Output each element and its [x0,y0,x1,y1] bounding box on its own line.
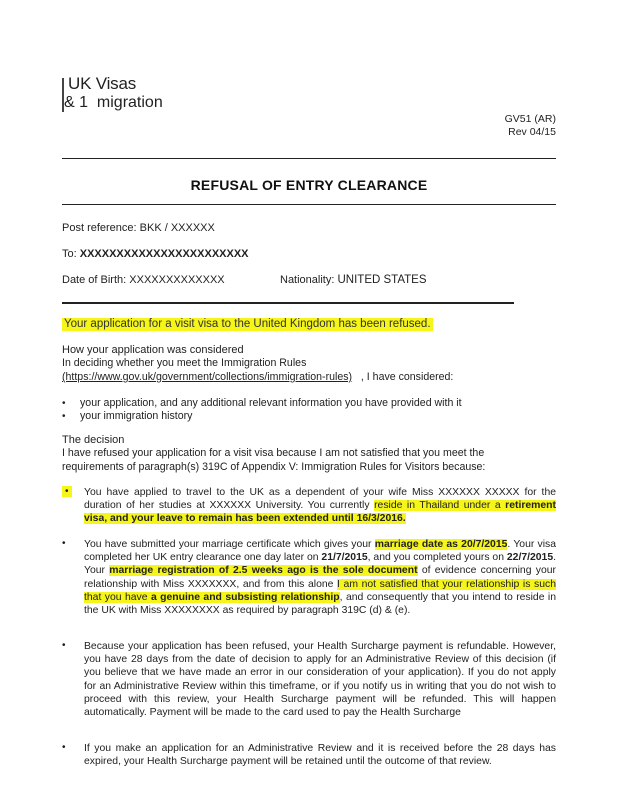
title-rule [62,204,556,205]
top-rule [62,158,556,159]
dob-value: XXXXXXXXXXXXX [129,274,225,286]
bullet-icon: • [62,411,66,423]
reason-2 [62,538,556,617]
to-label: To: [62,248,77,260]
reason-1-text: You have applied to travel to the UK as a dependent of your wife Miss XXXXXX XXXXX for the duration of her studies at XXXXXX University. You currently reside in Thailand under a retirement visa, and your leave to remain has been extended until 16/3/2016. [84,487,556,525]
decision-heading: The decision [62,434,125,446]
list-item: • your immigration history [62,410,193,423]
bullet-icon: • [62,398,66,409]
reason-2-text: You have submitted your marriage certificate which gives your marriage date as 20/7/2015. Your visa completed her UK entry clearance one day later on 21/7/2015, and you completed yours on 22/7/2015. Your marriage registration of 2.5 weeks ago is the sole document of evidence concerning your relationship with Miss XXXXXXX, and from this alone I am not satisfied that your relationship is such that you have a genuine and subsisting relationship, and consequently that you intend to reside in the UK with Miss XXXXXXXX as required by paragraph 319C (d) & (e). [84,539,557,617]
bullet-icon: • [62,486,72,497]
post-reference-label: Post reference: [62,222,137,234]
decision-line-2: requirements of paragraph(s) 319C of Appendix V: Immigration Rules for Visitors because: [62,460,486,473]
form-revision: Rev 04/15 [508,126,556,138]
reason-3 [62,640,556,719]
form-reference [470,113,556,139]
consideration-heading: How your application was considered [62,344,244,356]
post-reference [62,222,215,234]
nationality-value: UNITED STATES [337,274,427,286]
bullet-icon: • [62,742,66,753]
bullet-icon: • [62,538,66,549]
page-title: REFUSAL OF ENTRY CLEARANCE [190,177,428,193]
dob-label: Date of Birth: [62,274,127,286]
to-value: XXXXXXXXXXXXXXXXXXXXXXX [79,248,249,260]
consideration-section [62,344,556,384]
nationality-label: Nationality: [280,274,335,286]
nationality [280,274,427,286]
reason-4 [62,742,556,768]
refusal-notice: Your application for a visit visa to the United Kingdom has been refused. [64,318,431,330]
reason-4-text: If you make an application for an Administrative Review and it is received before the 28 days has expired, your Health Surcharge payment will be retained until the outcome of that review. [84,743,556,768]
consideration-list [62,397,556,424]
date-of-birth [62,274,225,286]
immigration-rules-link[interactable]: (https://www.gov.uk/government/collections/immigration-rules) [62,370,353,383]
consideration-line: In deciding whether you meet the Immigration Rules [62,357,307,370]
list-item: • your application, and any additional relevant information you have provided with it [62,397,462,409]
bullet-icon: • [62,640,66,651]
logo-line-2: & 1 migration [64,94,163,111]
reason-1 [62,486,556,526]
post-reference-value: BKK / XXXXXX [139,222,215,234]
recipient [62,248,249,260]
form-code: GV51 (AR) [504,113,556,125]
fields-rule [62,302,514,304]
decision-section [62,434,556,474]
decision-line-1: I have refused your application for a visit visa because I am not satisfied that you meet the [62,447,485,460]
consideration-suffix: , I have considered: [360,370,454,383]
reason-3-text: Because your application has been refused, your Health Surcharge payment is refundable. However, you have 28 days from the date of decision to apply for an Administrative Review of this decision (if you believe that we have made an error in our consideration of your application). If you do not apply for an Administrative Review within this timeframe, or if you notify us in writing that you do not wish to proceed with this review, your Health Surcharge payment will be refunded. This will happen automatically. Payment will be made to the card used to pay the Health Surcharge [84,641,556,719]
logo-line-1: UK Visas [68,74,137,93]
